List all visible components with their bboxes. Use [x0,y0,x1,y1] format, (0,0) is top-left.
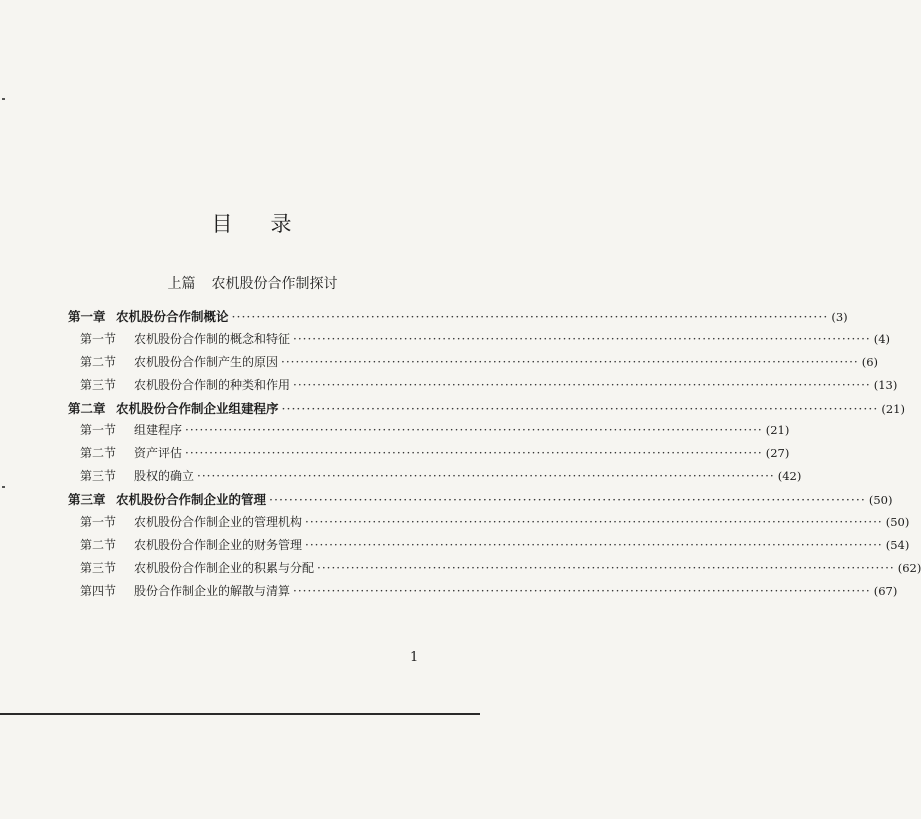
toc-entry-page: (42) [777,469,802,484]
toc-section-entry [68,582,898,605]
toc-entry-title: 组建程序 [134,423,183,438]
toc-section-entry [68,421,790,444]
toc-title [0,208,505,238]
toc-leader-dots: ························································································································ [281,400,879,416]
toc-entry-page: (62) [897,560,921,575]
toc-entry-page: (50) [885,515,910,530]
toc-entry-title: 股权的确立 [134,469,195,484]
toc-leader-dots: ························································································································ [305,515,883,530]
toc-entry-page: (67) [873,583,898,598]
toc-section-entry [68,559,921,582]
toc-section-entry [68,376,898,399]
toc-entry-page: (54) [885,537,910,552]
toc-entry-page: (3) [831,310,848,324]
toc-entry-number: 第三节 [80,469,117,484]
toc-entry-number: 第三节 [80,560,117,575]
toc-leader-dots: ························································································································ [269,492,866,508]
bottom-rule [0,713,480,715]
toc-list [68,307,921,605]
toc-entry-title: 农机股份合作制企业组建程序 [116,400,279,416]
page-number: 1 [410,650,419,665]
toc-entry-page: (13) [873,377,898,392]
toc-section-entry [68,513,910,536]
toc-entry-page: (6) [861,354,879,369]
toc-entry-number: 第四节 [80,583,117,598]
margin-mark [2,98,5,100]
toc-chapter-entry [68,399,905,422]
toc-entry-page: (4) [873,331,891,346]
toc-leader-dots: ························································································································ [293,583,871,598]
toc-entry-title: 农机股份合作制概论 [116,309,229,324]
toc-entry-number: 第一节 [80,515,117,530]
toc-title-char-1: 目 [211,212,235,236]
toc-section-entry [68,444,790,467]
toc-entry-number: 第三节 [80,377,117,392]
toc-leader-dots: ························································································································ [231,309,829,324]
toc-entry-page: (50) [868,493,893,508]
part-label: 上篇 [167,276,196,292]
toc-entry-page: (21) [881,401,905,416]
toc-entry-title: 农机股份合作制的概念和特征 [134,331,291,346]
toc-title-char-2: 录 [270,212,294,236]
toc-section-entry [68,536,910,559]
toc-section-entry [68,330,891,353]
margin-mark [2,486,5,488]
toc-entry-title: 农机股份合作制企业的积累与分配 [134,560,315,575]
toc-entry-number: 第一节 [80,331,117,346]
toc-section-entry [68,353,879,376]
toc-leader-dots: ························································································································ [305,537,883,552]
toc-entry-title: 农机股份合作制企业的财务管理 [134,537,303,552]
toc-entry-page: (27) [765,446,790,461]
toc-leader-dots: ························································································································ [185,446,763,461]
toc-entry-title: 农机股份合作制的种类和作用 [134,377,291,392]
toc-leader-dots: ························································································································ [197,469,775,484]
toc-entry-number: 第三章 [68,492,106,508]
toc-entry-title: 农机股份合作制企业的管理机构 [134,515,303,530]
toc-chapter-entry [68,307,848,330]
toc-entry-number: 第一章 [68,309,106,324]
toc-leader-dots: ························································································································ [293,377,871,392]
toc-entry-number: 第二节 [80,446,117,461]
toc-leader-dots: ························································································································ [293,331,871,346]
toc-leader-dots: ························································································································ [185,423,763,438]
toc-leader-dots: ························································································································ [281,354,859,369]
toc-entry-number: 第一节 [80,423,117,438]
toc-entry-number: 第二节 [80,537,117,552]
toc-section-entry [68,467,802,490]
toc-leader-dots: ························································································································ [317,560,895,575]
toc-entry-number: 第二章 [68,400,106,416]
part-heading [0,273,505,293]
toc-chapter-entry [68,490,893,513]
toc-entry-number: 第二节 [80,354,117,369]
toc-entry-title: 资产评估 [134,446,183,461]
toc-entry-title: 农机股份合作制企业的管理 [116,492,267,508]
part-name: 农机股份合作制探讨 [211,276,338,292]
toc-entry-page: (21) [765,423,790,438]
toc-entry-title: 农机股份合作制产生的原因 [134,354,279,369]
toc-entry-title: 股份合作制企业的解散与清算 [134,583,291,598]
